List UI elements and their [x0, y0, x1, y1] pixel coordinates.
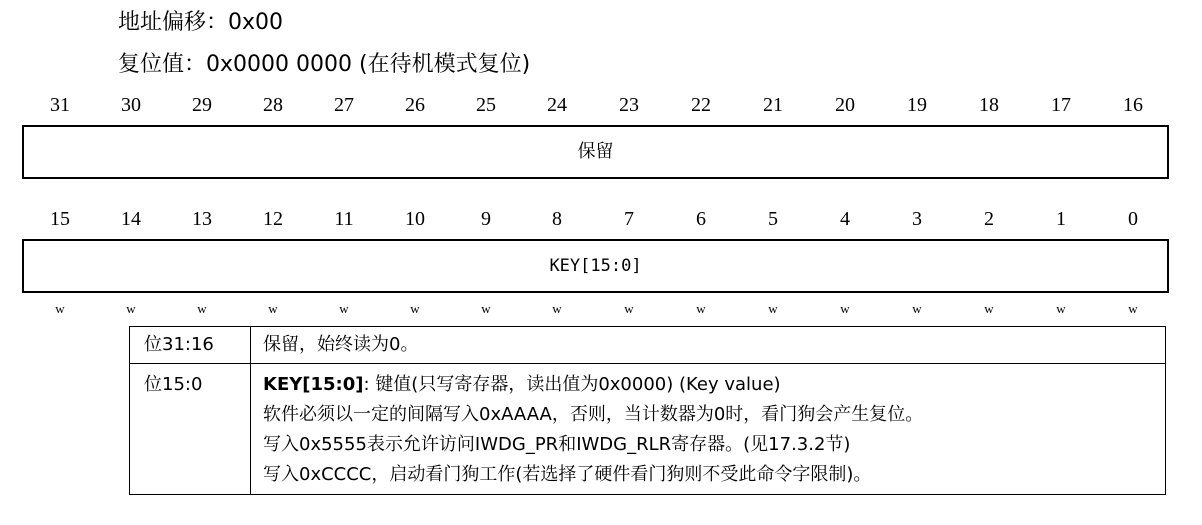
reserved-field: 保留	[22, 125, 1169, 179]
access-type: w	[912, 301, 922, 316]
address-offset: 地址偏移：0x00	[118, 10, 284, 35]
bit-number: 27	[334, 94, 354, 116]
bit-number: 29	[192, 94, 212, 116]
bit-number: 24	[547, 94, 567, 116]
bit-description: 保留，始终读为0。	[251, 327, 1166, 364]
bit-number: 0	[1128, 208, 1138, 230]
description-line: 软件必须以一定的间隔写入0xAAAA，否则，当计数器为0时，看门狗会产生复位。	[263, 404, 924, 425]
bit-number: 4	[840, 208, 850, 230]
access-type: w	[552, 301, 562, 316]
bit-number: 12	[263, 208, 283, 230]
bit-number: 10	[405, 208, 425, 230]
access-type: w	[55, 301, 65, 316]
bit-number: 13	[192, 208, 212, 230]
access-type: w	[481, 301, 491, 316]
access-type: w	[696, 301, 706, 316]
reset-value: 复位值：0x0000 0000 (在待机模式复位)	[118, 52, 531, 77]
bit-number: 1	[1056, 208, 1066, 230]
bit-range: 位31:16	[130, 327, 251, 364]
bit-number: 6	[696, 208, 706, 230]
access-type: w	[1128, 301, 1138, 316]
bit-number: 21	[763, 94, 783, 116]
access-type: w	[197, 301, 207, 316]
bit-numbers-high	[24, 91, 1169, 119]
bit-description-table	[129, 326, 1166, 495]
bit-number: 28	[263, 94, 283, 116]
bit-number: 31	[50, 94, 70, 116]
bit-number: 20	[835, 94, 855, 116]
table-row	[130, 327, 1166, 364]
bit-numbers-low	[24, 205, 1169, 233]
description-line: 写入0x5555表示允许访问IWDG_PR和IWDG_RLR寄存器。(见17.3.2节)	[263, 434, 851, 455]
key-title-line	[263, 370, 1165, 400]
access-type: w	[984, 301, 994, 316]
bit-number: 23	[619, 94, 639, 116]
bit-number: 19	[907, 94, 927, 116]
key-field-summary: : 键值(只写寄存器，读出值为0x0000) (Key value)	[363, 374, 781, 395]
bit-number: 9	[481, 208, 491, 230]
bit-number: 18	[979, 94, 999, 116]
bit-number: 3	[912, 208, 922, 230]
bit-number: 26	[405, 94, 425, 116]
bit-number: 11	[334, 208, 354, 230]
access-type: w	[339, 301, 349, 316]
bit-description	[251, 364, 1166, 495]
description-line: 写入0xCCCC，启动看门狗工作(若选择了硬件看门狗则不受此命令字限制)。	[263, 464, 872, 485]
bit-number: 22	[691, 94, 711, 116]
bit-number: 15	[50, 208, 70, 230]
bit-number: 5	[768, 208, 778, 230]
bit-number: 2	[984, 208, 994, 230]
access-type: w	[410, 301, 420, 316]
key-field: KEY[15:0]	[22, 239, 1169, 293]
access-type: w	[840, 301, 850, 316]
access-type: w	[768, 301, 778, 316]
bit-number: 25	[476, 94, 496, 116]
bit-range: 位15:0	[130, 364, 251, 495]
access-type-row	[24, 299, 1169, 319]
access-type: w	[126, 301, 136, 316]
bit-number: 30	[121, 94, 141, 116]
bit-number: 8	[552, 208, 562, 230]
key-field-name: KEY[15:0]	[263, 374, 364, 395]
access-type: w	[1056, 301, 1066, 316]
bit-number: 16	[1123, 94, 1143, 116]
bit-number: 14	[121, 208, 141, 230]
bit-number: 17	[1051, 94, 1071, 116]
access-type: w	[624, 301, 634, 316]
table-row	[130, 364, 1166, 495]
bit-number: 7	[624, 208, 634, 230]
access-type: w	[268, 301, 278, 316]
